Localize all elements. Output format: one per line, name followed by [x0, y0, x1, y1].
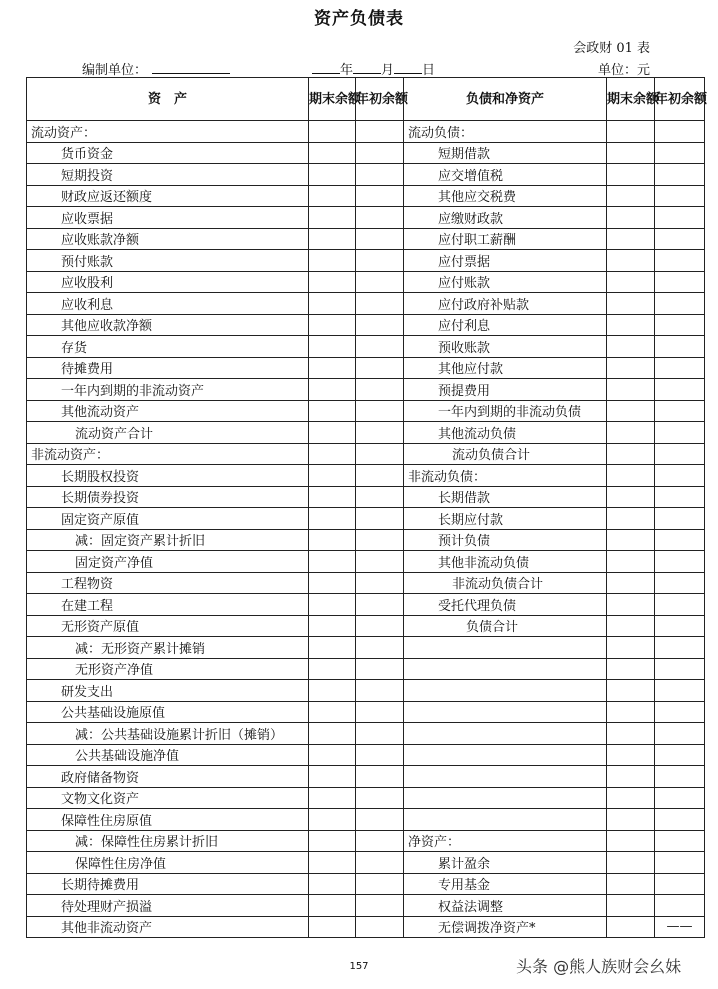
asset-begin-balance-cell[interactable]	[356, 916, 404, 938]
liability-end-balance-cell[interactable]	[607, 207, 655, 229]
asset-end-balance-cell[interactable]	[309, 185, 356, 207]
asset-end-balance-cell[interactable]	[309, 400, 356, 422]
asset-begin-balance-cell[interactable]	[356, 400, 404, 422]
table-row	[27, 293, 705, 315]
asset-item-label: 预付账款	[27, 250, 309, 272]
asset-begin-balance-cell[interactable]	[356, 572, 404, 594]
liability-item-label: 其他应付款	[404, 357, 607, 379]
liability-begin-balance-cell[interactable]	[655, 551, 705, 573]
liability-end-balance-cell[interactable]	[607, 916, 655, 938]
liability-end-balance-cell[interactable]	[607, 895, 655, 917]
liability-item-label	[404, 809, 607, 831]
asset-end-balance-cell[interactable]	[309, 744, 356, 766]
liability-item-label: 非流动负债：	[404, 465, 607, 487]
liability-item-label: 流动负债：	[404, 121, 607, 143]
table-row	[27, 379, 705, 401]
begin-balance-header: 年初余额	[356, 78, 404, 121]
asset-item-label: 固定资产净值	[27, 551, 309, 573]
liability-item-label	[404, 723, 607, 745]
asset-begin-balance-cell[interactable]	[356, 830, 404, 852]
balance-sheet-table	[26, 77, 708, 938]
liability-begin-balance-cell[interactable]	[655, 744, 705, 766]
liability-begin-balance-cell[interactable]	[655, 787, 705, 809]
table-row	[27, 637, 705, 659]
table-row	[27, 486, 705, 508]
asset-end-balance-cell[interactable]	[309, 895, 356, 917]
asset-end-balance-cell[interactable]	[309, 809, 356, 831]
liability-begin-balance-cell[interactable]	[655, 336, 705, 358]
table-header-row	[27, 78, 705, 121]
asset-item-label: 应收股利	[27, 271, 309, 293]
end-balance-header: 期末余额	[309, 78, 356, 121]
table-row	[27, 465, 705, 487]
liability-item-label	[404, 658, 607, 680]
asset-end-balance-cell[interactable]	[309, 916, 356, 938]
asset-end-balance-cell[interactable]	[309, 723, 356, 745]
liability-end-balance-cell[interactable]	[607, 723, 655, 745]
liability-end-balance-cell[interactable]	[607, 293, 655, 315]
liability-begin-balance-cell[interactable]	[655, 615, 705, 637]
asset-item-label: 应收账款净额	[27, 228, 309, 250]
liability-end-balance-cell[interactable]	[607, 637, 655, 659]
preparer-unit-field[interactable]	[152, 73, 230, 74]
liability-item-label	[404, 680, 607, 702]
liability-item-label: 应付票据	[404, 250, 607, 272]
table-row	[27, 357, 705, 379]
asset-end-balance-cell[interactable]	[309, 142, 356, 164]
liability-item-label: 其他应交税费	[404, 185, 607, 207]
liability-end-balance-cell[interactable]	[607, 142, 655, 164]
form-code: 会政财 01 表	[573, 41, 650, 56]
table-row	[27, 121, 705, 143]
asset-begin-balance-cell[interactable]	[356, 701, 404, 723]
asset-item-label: 减：公共基础设施累计折旧（摊销）	[27, 723, 309, 745]
watermark: 头条 @熊人族财会幺妹	[516, 957, 682, 976]
asset-item-label: 无形资产原值	[27, 615, 309, 637]
liability-item-label: 负债合计	[404, 615, 607, 637]
asset-item-label: 流动资产：	[27, 121, 309, 143]
end-balance-header-right: 期末余额	[607, 78, 655, 121]
table-row	[27, 809, 705, 831]
asset-end-balance-cell[interactable]	[309, 207, 356, 229]
liability-begin-balance-cell[interactable]	[655, 121, 705, 143]
liability-end-balance-cell[interactable]	[607, 809, 655, 831]
assets-header: 资 产	[27, 78, 309, 121]
asset-begin-balance-cell[interactable]	[356, 637, 404, 659]
liability-item-label: 长期借款	[404, 486, 607, 508]
asset-end-balance-cell[interactable]	[309, 336, 356, 358]
asset-item-label: 公共基础设施净值	[27, 744, 309, 766]
liability-item-label: 短期借款	[404, 142, 607, 164]
asset-item-label: 减：固定资产累计折旧	[27, 529, 309, 551]
liability-item-label: 受托代理负债	[404, 594, 607, 616]
table-row	[27, 744, 705, 766]
asset-item-label: 保障性住房净值	[27, 852, 309, 874]
asset-begin-balance-cell[interactable]	[356, 185, 404, 207]
liability-begin-balance-cell[interactable]	[655, 357, 705, 379]
asset-end-balance-cell[interactable]	[309, 787, 356, 809]
liability-item-label: 净资产：	[404, 830, 607, 852]
asset-end-balance-cell[interactable]	[309, 271, 356, 293]
asset-begin-balance-cell[interactable]	[356, 809, 404, 831]
asset-begin-balance-cell[interactable]	[356, 766, 404, 788]
table-row	[27, 551, 705, 573]
liability-end-balance-cell[interactable]	[607, 314, 655, 336]
asset-begin-balance-cell[interactable]	[356, 314, 404, 336]
liability-end-balance-cell[interactable]	[607, 228, 655, 250]
liability-begin-balance-cell[interactable]	[655, 830, 705, 852]
liability-end-balance-cell[interactable]	[607, 465, 655, 487]
asset-item-label: 非流动资产：	[27, 443, 309, 465]
asset-item-label: 流动资产合计	[27, 422, 309, 444]
asset-end-balance-cell[interactable]	[309, 293, 356, 315]
liability-item-label	[404, 637, 607, 659]
asset-begin-balance-cell[interactable]	[356, 615, 404, 637]
table-row	[27, 142, 705, 164]
liability-begin-balance-cell[interactable]	[655, 766, 705, 788]
liability-end-balance-cell[interactable]	[607, 357, 655, 379]
liability-item-label	[404, 744, 607, 766]
liability-begin-balance-cell[interactable]	[655, 185, 705, 207]
table-row	[27, 400, 705, 422]
liability-end-balance-cell[interactable]	[607, 873, 655, 895]
liability-begin-balance-cell[interactable]	[655, 637, 705, 659]
liability-end-balance-cell[interactable]	[607, 594, 655, 616]
liability-end-balance-cell[interactable]	[607, 121, 655, 143]
liability-end-balance-cell[interactable]	[607, 486, 655, 508]
liability-begin-balance-cell[interactable]	[655, 594, 705, 616]
liability-end-balance-cell[interactable]	[607, 271, 655, 293]
asset-item-label: 长期债券投资	[27, 486, 309, 508]
liability-begin-balance-cell[interactable]	[655, 723, 705, 745]
liability-item-label: 累计盈余	[404, 852, 607, 874]
liability-item-label: 预提费用	[404, 379, 607, 401]
table-row	[27, 207, 705, 229]
asset-end-balance-cell[interactable]	[309, 701, 356, 723]
asset-item-label: 在建工程	[27, 594, 309, 616]
asset-begin-balance-cell[interactable]	[356, 508, 404, 530]
liability-begin-balance-cell[interactable]	[655, 529, 705, 551]
asset-end-balance-cell[interactable]	[309, 422, 356, 444]
asset-begin-balance-cell[interactable]	[356, 422, 404, 444]
day-label: 日	[422, 63, 436, 78]
asset-end-balance-cell[interactable]	[309, 529, 356, 551]
date-field[interactable]	[312, 59, 435, 78]
liability-item-label: 预计负债	[404, 529, 607, 551]
asset-item-label: 财政应返还额度	[27, 185, 309, 207]
asset-begin-balance-cell[interactable]	[356, 228, 404, 250]
liability-begin-balance-cell[interactable]	[655, 572, 705, 594]
liability-begin-balance-cell[interactable]	[655, 271, 705, 293]
asset-begin-balance-cell[interactable]	[356, 164, 404, 186]
asset-item-label: 公共基础设施原值	[27, 701, 309, 723]
liability-item-label: 预收账款	[404, 336, 607, 358]
liability-item-label: 权益法调整	[404, 895, 607, 917]
asset-item-label: 应收利息	[27, 293, 309, 315]
asset-end-balance-cell[interactable]	[309, 615, 356, 637]
asset-item-label: 研发支出	[27, 680, 309, 702]
liability-end-balance-cell[interactable]	[607, 164, 655, 186]
table-row	[27, 615, 705, 637]
table-row	[27, 314, 705, 336]
liability-begin-balance-cell[interactable]	[655, 443, 705, 465]
meta-row	[0, 59, 718, 77]
liability-begin-balance-cell[interactable]	[655, 680, 705, 702]
liability-begin-balance-cell[interactable]	[655, 852, 705, 874]
liability-end-balance-cell[interactable]	[607, 250, 655, 272]
table-row	[27, 680, 705, 702]
asset-item-label: 其他非流动资产	[27, 916, 309, 938]
asset-end-balance-cell[interactable]	[309, 594, 356, 616]
liability-begin-balance-cell[interactable]	[655, 164, 705, 186]
liability-end-balance-cell[interactable]	[607, 572, 655, 594]
asset-end-balance-cell[interactable]	[309, 357, 356, 379]
liability-end-balance-cell[interactable]	[607, 680, 655, 702]
liability-begin-balance-cell[interactable]	[655, 508, 705, 530]
asset-begin-balance-cell[interactable]	[356, 787, 404, 809]
asset-end-balance-cell[interactable]	[309, 443, 356, 465]
asset-end-balance-cell[interactable]	[309, 250, 356, 272]
asset-end-balance-cell[interactable]	[309, 486, 356, 508]
asset-item-label: 应收票据	[27, 207, 309, 229]
asset-end-balance-cell[interactable]	[309, 658, 356, 680]
liability-end-balance-cell[interactable]	[607, 766, 655, 788]
table-row	[27, 766, 705, 788]
asset-begin-balance-cell[interactable]	[356, 379, 404, 401]
asset-begin-balance-cell[interactable]	[356, 658, 404, 680]
liability-item-label: 应付利息	[404, 314, 607, 336]
asset-item-label: 长期股权投资	[27, 465, 309, 487]
liability-begin-balance-cell[interactable]	[655, 873, 705, 895]
asset-begin-balance-cell[interactable]	[356, 594, 404, 616]
liability-item-label: 一年内到期的非流动负债	[404, 400, 607, 422]
asset-end-balance-cell[interactable]	[309, 572, 356, 594]
liability-begin-balance-cell[interactable]	[655, 207, 705, 229]
liability-end-balance-cell[interactable]	[607, 443, 655, 465]
asset-item-label: 其他流动资产	[27, 400, 309, 422]
liability-begin-balance-cell[interactable]	[655, 293, 705, 315]
asset-end-balance-cell[interactable]	[309, 465, 356, 487]
asset-item-label: 货币资金	[27, 142, 309, 164]
liability-item-label: 长期应付款	[404, 508, 607, 530]
asset-item-label: 待处理财产损溢	[27, 895, 309, 917]
liability-begin-balance-cell[interactable]	[655, 701, 705, 723]
liability-end-balance-cell[interactable]	[607, 529, 655, 551]
asset-end-balance-cell[interactable]	[309, 228, 356, 250]
asset-item-label: 长期待摊费用	[27, 873, 309, 895]
asset-begin-balance-cell[interactable]	[356, 121, 404, 143]
table-row	[27, 787, 705, 809]
table-row	[27, 271, 705, 293]
table-row	[27, 723, 705, 745]
asset-end-balance-cell[interactable]	[309, 551, 356, 573]
liability-begin-balance-cell[interactable]	[655, 422, 705, 444]
asset-begin-balance-cell[interactable]	[356, 142, 404, 164]
table-row	[27, 701, 705, 723]
liability-begin-balance-cell[interactable]	[655, 228, 705, 250]
table-row	[27, 916, 705, 938]
liability-begin-balance-cell[interactable]	[655, 486, 705, 508]
table-row	[27, 443, 705, 465]
liabilities-header: 负债和净资产	[404, 78, 607, 121]
liability-item-label: 其他流动负债	[404, 422, 607, 444]
liability-begin-balance-cell[interactable]	[655, 142, 705, 164]
table-row	[27, 594, 705, 616]
liability-end-balance-cell[interactable]	[607, 379, 655, 401]
liability-end-balance-cell[interactable]	[607, 400, 655, 422]
liability-item-label	[404, 766, 607, 788]
asset-begin-balance-cell[interactable]	[356, 336, 404, 358]
liability-item-label: 应付政府补贴款	[404, 293, 607, 315]
liability-item-label: 应交增值税	[404, 164, 607, 186]
liability-begin-balance-cell[interactable]	[655, 658, 705, 680]
asset-item-label: 固定资产原值	[27, 508, 309, 530]
liability-end-balance-cell[interactable]	[607, 615, 655, 637]
asset-item-label: 减：无形资产累计摊销	[27, 637, 309, 659]
asset-end-balance-cell[interactable]	[309, 852, 356, 874]
liability-item-label: 应付账款	[404, 271, 607, 293]
liability-end-balance-cell[interactable]	[607, 744, 655, 766]
asset-begin-balance-cell[interactable]	[356, 723, 404, 745]
table-row	[27, 250, 705, 272]
liability-end-balance-cell[interactable]	[607, 551, 655, 573]
asset-item-label: 一年内到期的非流动资产	[27, 379, 309, 401]
liability-begin-balance-cell[interactable]: ——	[655, 916, 705, 938]
liability-item-label	[404, 701, 607, 723]
begin-balance-header-right: 年初余额	[655, 78, 705, 121]
table-row	[27, 852, 705, 874]
asset-end-balance-cell[interactable]	[309, 121, 356, 143]
asset-end-balance-cell[interactable]	[309, 314, 356, 336]
asset-end-balance-cell[interactable]	[309, 830, 356, 852]
asset-item-label: 短期投资	[27, 164, 309, 186]
asset-end-balance-cell[interactable]	[309, 508, 356, 530]
table-row	[27, 185, 705, 207]
report-title: 资产负债表	[314, 9, 404, 29]
liability-end-balance-cell[interactable]	[607, 701, 655, 723]
liability-item-label: 无偿调拨净资产*	[404, 916, 607, 938]
month-label: 月	[381, 63, 395, 78]
asset-begin-balance-cell[interactable]	[356, 529, 404, 551]
asset-item-label: 政府储备物资	[27, 766, 309, 788]
liability-item-label: 专用基金	[404, 873, 607, 895]
liability-end-balance-cell[interactable]	[607, 658, 655, 680]
table-row	[27, 164, 705, 186]
liability-item-label	[404, 787, 607, 809]
table-row	[27, 228, 705, 250]
asset-begin-balance-cell[interactable]	[356, 465, 404, 487]
asset-end-balance-cell[interactable]	[309, 766, 356, 788]
liability-end-balance-cell[interactable]	[607, 336, 655, 358]
asset-begin-balance-cell[interactable]	[356, 293, 404, 315]
asset-begin-balance-cell[interactable]	[356, 680, 404, 702]
asset-begin-balance-cell[interactable]	[356, 486, 404, 508]
asset-begin-balance-cell[interactable]	[356, 207, 404, 229]
liability-item-label: 非流动负债合计	[404, 572, 607, 594]
page-number: 157	[349, 961, 369, 972]
asset-item-label: 保障性住房原值	[27, 809, 309, 831]
table-row	[27, 422, 705, 444]
liability-begin-balance-cell[interactable]	[655, 465, 705, 487]
preparer-unit-label: 编制单位：	[82, 63, 148, 78]
liability-begin-balance-cell[interactable]	[655, 379, 705, 401]
liability-item-label: 其他非流动负债	[404, 551, 607, 573]
liability-begin-balance-cell[interactable]	[655, 314, 705, 336]
asset-begin-balance-cell[interactable]	[356, 271, 404, 293]
asset-item-label: 减：保障性住房累计折旧	[27, 830, 309, 852]
liability-item-label: 流动负债合计	[404, 443, 607, 465]
liability-begin-balance-cell[interactable]	[655, 809, 705, 831]
table-row	[27, 572, 705, 594]
table-row	[27, 658, 705, 680]
liability-begin-balance-cell[interactable]	[655, 895, 705, 917]
asset-begin-balance-cell[interactable]	[356, 895, 404, 917]
asset-end-balance-cell[interactable]	[309, 873, 356, 895]
asset-item-label: 工程物资	[27, 572, 309, 594]
asset-item-label: 无形资产净值	[27, 658, 309, 680]
liability-end-balance-cell[interactable]	[607, 185, 655, 207]
liability-end-balance-cell[interactable]	[607, 422, 655, 444]
asset-begin-balance-cell[interactable]	[356, 551, 404, 573]
currency-unit: 单位：元	[597, 63, 650, 78]
table-row	[27, 529, 705, 551]
liability-begin-balance-cell[interactable]	[655, 400, 705, 422]
asset-item-label: 存货	[27, 336, 309, 358]
asset-item-label: 文物文化资产	[27, 787, 309, 809]
liability-item-label: 应缴财政款	[404, 207, 607, 229]
asset-item-label: 其他应收款净额	[27, 314, 309, 336]
asset-begin-balance-cell[interactable]	[356, 873, 404, 895]
asset-begin-balance-cell[interactable]	[356, 250, 404, 272]
asset-begin-balance-cell[interactable]	[356, 443, 404, 465]
table-row	[27, 508, 705, 530]
liability-item-label: 应付职工薪酬	[404, 228, 607, 250]
asset-end-balance-cell[interactable]	[309, 637, 356, 659]
table-row	[27, 336, 705, 358]
asset-end-balance-cell[interactable]	[309, 164, 356, 186]
liability-end-balance-cell[interactable]	[607, 787, 655, 809]
year-label: 年	[340, 63, 354, 78]
asset-end-balance-cell[interactable]	[309, 379, 356, 401]
asset-begin-balance-cell[interactable]	[356, 852, 404, 874]
table-row	[27, 873, 705, 895]
liability-begin-balance-cell[interactable]	[655, 250, 705, 272]
table-row	[27, 895, 705, 917]
liability-end-balance-cell[interactable]	[607, 852, 655, 874]
asset-begin-balance-cell[interactable]	[356, 744, 404, 766]
asset-item-label: 待摊费用	[27, 357, 309, 379]
liability-end-balance-cell[interactable]	[607, 508, 655, 530]
asset-end-balance-cell[interactable]	[309, 680, 356, 702]
table-row	[27, 830, 705, 852]
asset-begin-balance-cell[interactable]	[356, 357, 404, 379]
liability-end-balance-cell[interactable]	[607, 830, 655, 852]
